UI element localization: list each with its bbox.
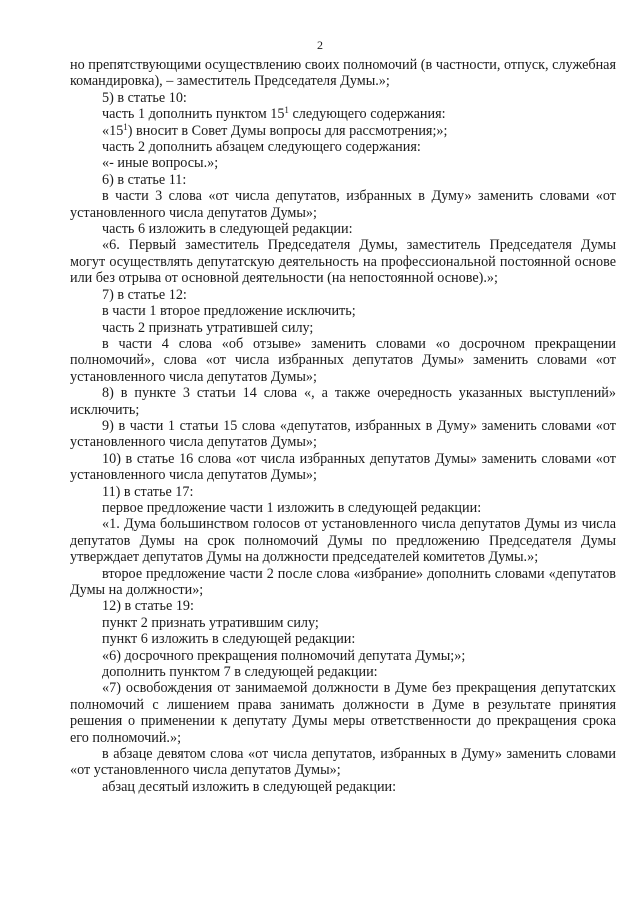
paragraph-text: 11) в статье 17: (102, 483, 194, 500)
paragraph-text: в части 1 второе предложение исключить; (102, 303, 356, 320)
paragraph (70, 123, 616, 139)
paragraph (70, 516, 616, 565)
paragraph-text: пункт 2 признать утратившим силу; (102, 614, 319, 631)
paragraph (70, 648, 616, 664)
paragraph-text: часть 6 изложить в следующей редакции: (102, 221, 353, 238)
paragraph-text: 8) в пункте 3 статьи 14 слова «, а также очередность указанных выступлений» исключить; (70, 385, 616, 418)
paragraph (70, 746, 616, 779)
paragraph-text: 12) в статье 19: (102, 598, 194, 615)
paragraph-text: в абзаце девятом слова «от числа депутатов, избранных в Думу» заменить словами «от установленного числа депутатов Думы»; (70, 746, 616, 779)
page-number: 2 (317, 38, 323, 52)
paragraph (70, 385, 616, 418)
paragraph (70, 139, 616, 155)
paragraph (70, 155, 616, 171)
superscript: 1 (284, 105, 289, 116)
paragraph (70, 451, 616, 484)
paragraph (70, 172, 616, 188)
paragraph-text: «15 (102, 122, 124, 139)
paragraph-text: «6. Первый заместитель Председателя Думы, заместитель Председателя Думы могут осуществлять депутатскую деятельность на профессиональной постоянной основе или без отрыва от основной деятельности (на непостоянной основе).»; (70, 237, 616, 287)
paragraph-text: часть 1 дополнить пунктом 15 (102, 106, 285, 123)
document-body (70, 57, 616, 795)
paragraph (70, 221, 616, 237)
paragraph (70, 566, 616, 599)
paragraph (70, 680, 616, 746)
paragraph (70, 303, 616, 319)
paragraph-text: пункт 6 изложить в следующей редакции: (102, 631, 356, 648)
paragraph (70, 779, 616, 795)
paragraph-text: «6) досрочного прекращения полномочий депутата Думы;»; (102, 647, 466, 664)
paragraph-text: дополнить пунктом 7 в следующей редакции: (102, 664, 378, 681)
paragraph (70, 664, 616, 680)
paragraph (70, 598, 616, 614)
paragraph (70, 631, 616, 647)
paragraph-text: в части 3 слова «от числа депутатов, избранных в Думу» заменить словами «от установленного числа депутатов Думы»; (70, 188, 616, 221)
paragraph-text: но препятствующими осуществлению своих полномочий (в частности, отпуск, служебная командировка), – заместитель Председателя Думы.»; (70, 57, 616, 90)
paragraph (70, 418, 616, 451)
paragraph-text: 7) в статье 12: (102, 286, 187, 303)
paragraph (70, 336, 616, 385)
paragraph (70, 237, 616, 286)
paragraph-text: «- иные вопросы.»; (102, 155, 219, 172)
paragraph (70, 615, 616, 631)
paragraph-text: «7) освобождения от занимаемой должности в Думе без прекращения депутатских полномочий с лишением права занимать должности в Думе в результате принятия решения о применении к депутату Думы меры ответственности до прекращения срока его полномочий.»; (70, 680, 616, 746)
paragraph-text-continued: следующего содержания: (288, 106, 446, 123)
superscript: 1 (123, 121, 128, 132)
paragraph-text: «1. Дума большинством голосов от установленного числа депутатов Думы из числа депутатов Думы на срок полномочий Думы по предложению Председателя Думы утверждает депутатов Думы на должности председателей комитетов Думы.»; (70, 516, 616, 566)
paragraph-text: 9) в части 1 статьи 15 слова «депутатов, избранных в Думу» заменить словами «от установленного числа депутатов Думы»; (70, 417, 616, 451)
paragraph (70, 188, 616, 221)
paragraph-text: 10) в статье 16 слова «от числа избранных депутатов Думы» заменить словами «от установленного числа депутатов Думы»; (70, 450, 616, 484)
paragraph (70, 500, 616, 516)
paragraph-text: второе предложение части 2 после слова «избрание» дополнить словами «депутатов Думы на должности»; (70, 565, 616, 598)
paragraph-text: часть 2 дополнить абзацем следующего содержания: (102, 139, 421, 156)
paragraph-text: часть 2 признать утратившей силу; (102, 319, 314, 336)
paragraph-text: абзац десятый изложить в следующей редакции: (102, 778, 397, 795)
paragraph-text: первое предложение части 1 изложить в следующей редакции: (102, 499, 482, 516)
paragraph (70, 106, 616, 122)
paragraph (70, 320, 616, 336)
paragraph (70, 90, 616, 106)
paragraph (70, 287, 616, 303)
paragraph-text: 6) в статье 11: (102, 171, 187, 188)
paragraph-text: в части 4 слова «об отзыве» заменить словами «о досрочном прекращении полномочий», слова «от числа избранных депутатов Думы» заменить словами «от установленного числа депутатов Думы»; (70, 335, 616, 385)
paragraph (70, 57, 616, 90)
paragraph (70, 484, 616, 500)
paragraph-text-continued: ) вносит в Совет Думы вопросы для рассмотрения;»; (127, 122, 448, 139)
paragraph-text: 5) в статье 10: (102, 89, 187, 106)
